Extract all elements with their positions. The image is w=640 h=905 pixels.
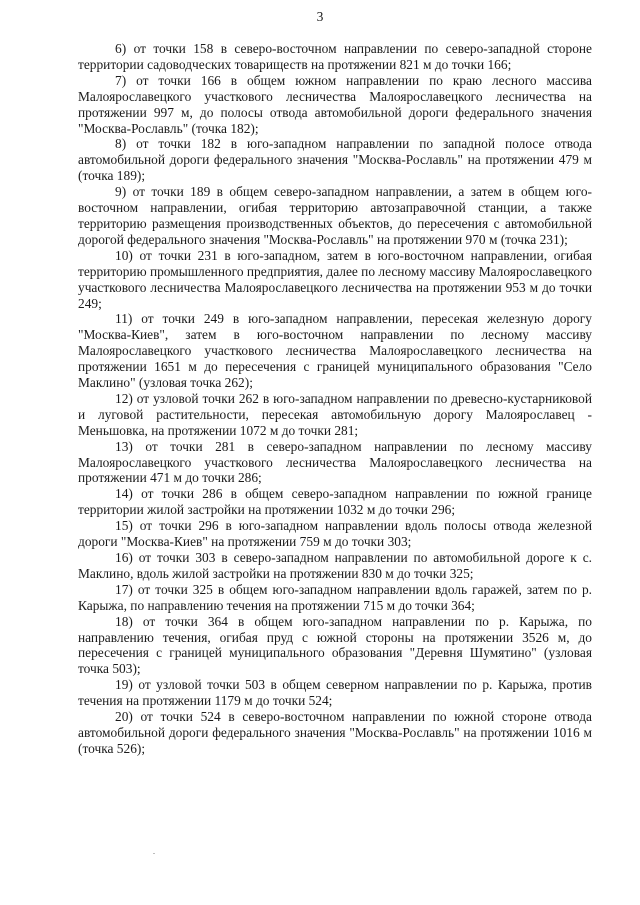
paragraph-11: 11) от точки 249 в юго-западном направлении, пересекая железную дорогу "Москва-Киев", затем в юго-восточном направлении по лесному массиву Малоярославецкого участкового лесничества Малоярославецкого лесничества на протяжении 1651 м до пересечения с границей муниципального образования "Село Маклино" (узловая точка 262);	[78, 311, 592, 391]
paragraph-20: 20) от точки 524 в северо-восточном направлении по южной стороне отвода автомобильной дороги федерального значения "Москва-Рославль" на протяжении 1016 м (точка 526);	[78, 709, 592, 756]
paragraph-14: 14) от точки 286 в общем северо-западном направлении по южной границе территории жилой застройки на протяжении 1032 м до точки 296;	[78, 486, 592, 518]
paragraph-10: 10) от точки 231 в юго-западном, затем в юго-восточном направлении, огибая территорию промышленного предприятия, далее по лесному массиву Малоярославецкого участкового лесничества Малоярославецкого лесничества на протяжении 953 м до точки 249;	[78, 247, 592, 311]
paragraph-12: 12) от узловой точки 262 в юго-западном направлении по древесно-кустарниковой и луговой растительности, пересекая автомобильную дорогу Малоярославец - Меньшовка, на протяжении 1072 м до точки 281;	[78, 390, 592, 438]
paragraph-8: 8) от точки 182 в юго-западном направлении по западной полосе отвода автомобильной дороги федерального значения "Москва-Рославль" на протяжении 479 м (точка 189);	[78, 136, 592, 184]
paragraph-18: 18) от точки 364 в общем юго-западном направлении по р. Карыжа, по направлению течения, огибая пруд с южной стороны на протяжении 3526 м, до пересечения с границей муниципального образования "Деревня Шумятино" (узловая точка 503);	[78, 613, 592, 677]
paragraph-16: 16) от точки 303 в северо-западном направлении по автомобильной дороге к с. Маклино, вдоль жилой застройки на протяжении 830 м до точки 325;	[78, 550, 592, 581]
paragraph-7: 7) от точки 166 в общем южном направлении по краю лесного массива Малоярославецкого участкового лесничества Малоярославецкого лесничества на протяжении 997 м, до полосы отвода автомобильной дороги федерального значения "Москва-Рославль" (точка 182);	[78, 72, 592, 136]
paragraph-9: 9) от точки 189 в общем северо-западном направлении, а затем в общем юго-восточном направлении, огибая территорию автозаправочной станции, а также территорию размещения производственных объектов, до пересечения с автомобильной дорогой федерального значения "Москва-Рославль" на протяжении 970 м (точка 231);	[78, 184, 592, 247]
paragraph-19: 19) от узловой точки 503 в общем северном направлении по р. Карыжа, против течения на протяжении 1179 м до точки 524;	[78, 677, 592, 709]
paragraph-13: 13) от точки 281 в северо-западном направлении по лесному массиву Малоярославецкого участкового лесничества Малоярославецкого лесничества на протяжении 471 м до точки 286;	[78, 438, 592, 486]
page-number: 3	[316, 9, 324, 24]
scan-speck	[153, 853, 155, 854]
paragraph-17: 17) от точки 325 в общем юго-западном направлении вдоль гаражей, затем по р. Карыжа, по направлению течения на протяжении 715 м до точки 364;	[78, 581, 592, 613]
paragraph-6: 6) от точки 158 в северо-восточном направлении по северо-западной стороне территории садоводческих товариществ на протяжении 821 м до точки 166;	[78, 41, 592, 72]
paragraph-15: 15) от точки 296 в юго-западном направлении вдоль полосы отвода железной дороги "Москва-Киев" на протяжении 759 м до точки 303;	[78, 518, 592, 550]
document-body	[78, 41, 592, 757]
